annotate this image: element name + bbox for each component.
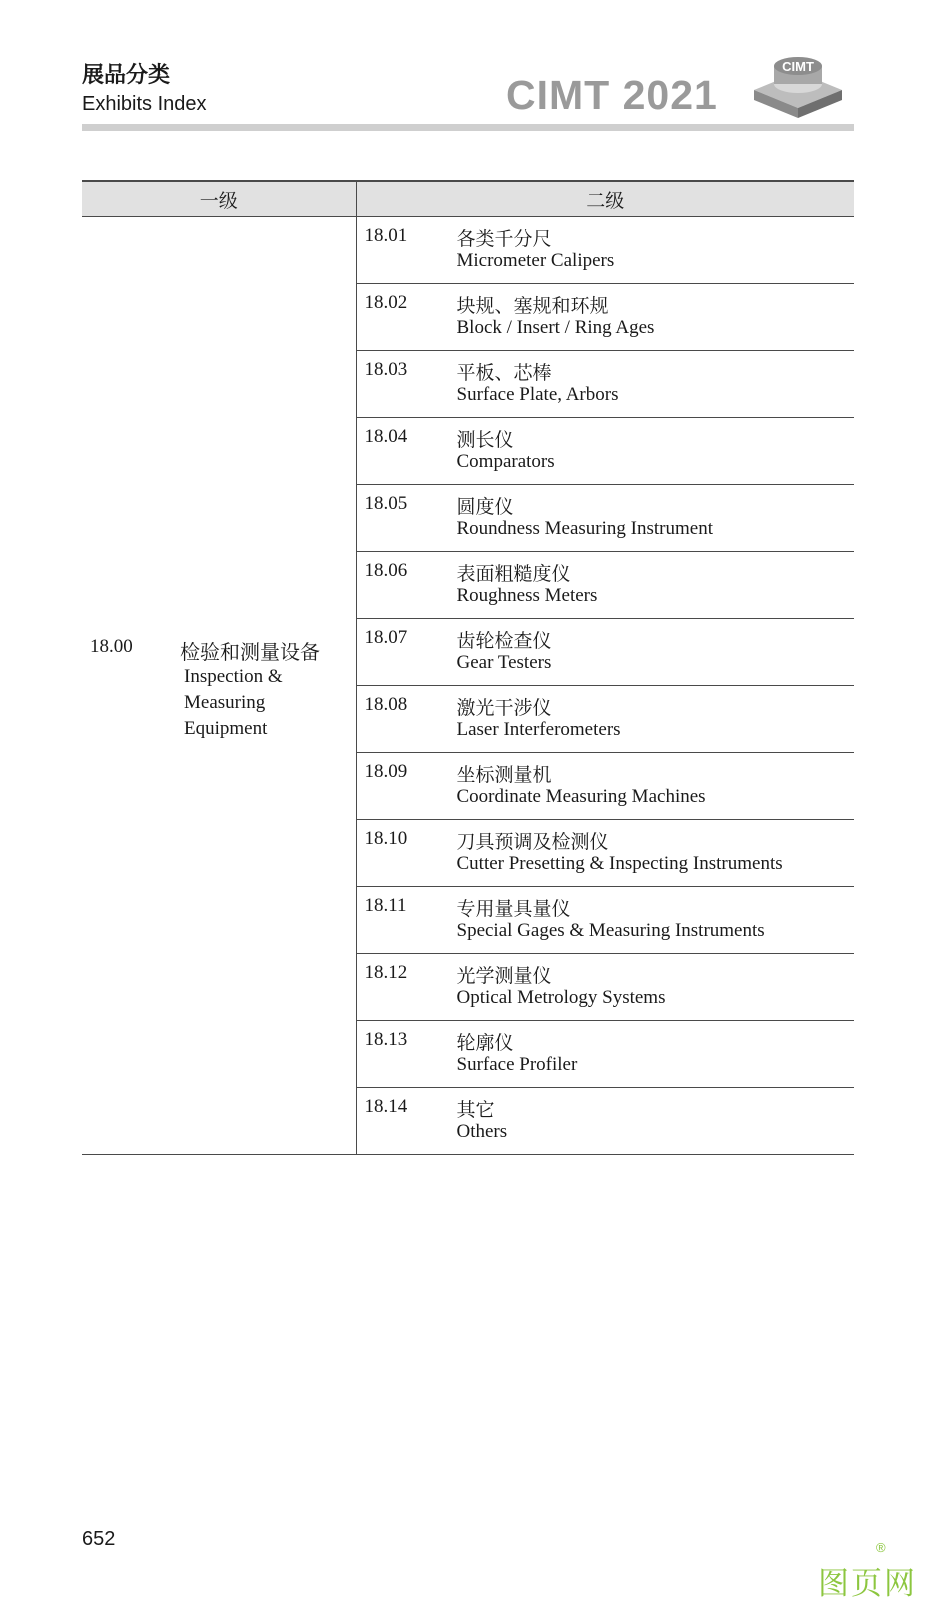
sub-code: 18.05 xyxy=(364,493,408,514)
sub-name-en: Surface Plate, Arbors xyxy=(456,384,619,405)
sub-name-en: Roughness Meters xyxy=(456,585,598,606)
sub-name-zh: 其它 xyxy=(456,1099,495,1121)
sub-name-zh: 刀具预调及检测仪 xyxy=(456,831,609,853)
level1-name-zh: 检验和测量设备 xyxy=(180,639,320,664)
sub-code: 18.06 xyxy=(364,560,408,581)
sub-code: 18.09 xyxy=(364,761,408,782)
logo-text: CIMT xyxy=(782,59,814,74)
sub-name-en: Coordinate Measuring Machines xyxy=(456,786,706,807)
sub-code: 18.11 xyxy=(364,895,407,916)
sub-name-zh: 坐标测量机 xyxy=(456,764,552,786)
cimt-logo xyxy=(752,54,844,120)
brand-title: CIMT 2021 xyxy=(506,72,718,118)
sub-category-cell xyxy=(356,753,854,820)
sub-name-zh: 圆度仪 xyxy=(456,496,514,518)
section-title-zh: 展品分类 xyxy=(82,63,171,88)
sub-name-zh: 激光干涉仪 xyxy=(456,697,552,719)
sub-category-cell xyxy=(356,284,854,351)
sub-code: 18.07 xyxy=(364,627,408,648)
sub-name-en: Optical Metrology Systems xyxy=(456,987,666,1008)
level1-name-en: Inspection & Measuring Equipment xyxy=(184,665,283,739)
sub-category-cell xyxy=(356,686,854,753)
level1-cell xyxy=(82,217,356,1155)
header-divider xyxy=(82,124,854,131)
watermark-logo: 图页网 xyxy=(818,1566,917,1602)
sub-name-zh: 光学测量仪 xyxy=(456,965,552,987)
sub-name-en: Micrometer Calipers xyxy=(456,250,615,271)
sub-code: 18.10 xyxy=(364,828,408,849)
sub-name-en: Block / Insert / Ring Ages xyxy=(456,317,655,338)
sub-name-en: Comparators xyxy=(456,451,555,472)
level1-code: 18.00 xyxy=(90,635,133,657)
sub-code: 18.12 xyxy=(364,962,408,983)
sub-name-en: Others xyxy=(456,1121,508,1142)
sub-category-cell xyxy=(356,418,854,485)
sub-name-zh: 测长仪 xyxy=(456,429,514,451)
sub-code: 18.04 xyxy=(364,426,408,447)
sub-category-cell xyxy=(356,619,854,686)
sub-name-en: Gear Testers xyxy=(456,652,552,673)
sub-code: 18.13 xyxy=(364,1029,408,1050)
sub-category-cell xyxy=(356,1088,854,1155)
exhibits-index-table xyxy=(82,180,854,1155)
column-header-level1: 一级 xyxy=(82,181,356,217)
sub-name-en: Roundness Measuring Instrument xyxy=(456,518,713,539)
registered-mark: ® xyxy=(876,1540,886,1555)
sub-name-zh: 块规、塞规和环规 xyxy=(456,295,609,317)
sub-code: 18.02 xyxy=(364,292,408,313)
sub-name-zh: 轮廓仪 xyxy=(456,1032,514,1054)
sub-code: 18.03 xyxy=(364,359,408,380)
sub-name-zh: 各类千分尺 xyxy=(456,228,552,250)
sub-name-zh: 专用量具量仪 xyxy=(456,898,571,920)
section-title-en: Exhibits Index xyxy=(82,93,207,115)
sub-category-cell xyxy=(356,351,854,418)
sub-name-en: Surface Profiler xyxy=(456,1054,578,1075)
sub-name-zh: 表面粗糙度仪 xyxy=(456,563,571,585)
sub-category-cell xyxy=(356,485,854,552)
sub-name-en: Laser Interferometers xyxy=(456,719,621,740)
sub-name-en: Cutter Presetting & Inspecting Instruments xyxy=(456,853,783,874)
column-header-level2: 二级 xyxy=(356,181,854,217)
sub-category-cell xyxy=(356,820,854,887)
sub-code: 18.01 xyxy=(364,225,408,246)
table-row xyxy=(82,217,854,284)
sub-name-zh: 平板、芯棒 xyxy=(456,362,552,384)
sub-category-cell xyxy=(356,954,854,1021)
sub-name-zh: 齿轮检查仪 xyxy=(456,630,552,652)
sub-code: 18.08 xyxy=(364,694,408,715)
sub-category-cell xyxy=(356,217,854,284)
sub-category-cell xyxy=(356,1021,854,1088)
page-number: 652 xyxy=(82,1528,116,1550)
sub-name-en: Special Gages & Measuring Instruments xyxy=(456,920,765,941)
sub-category-cell xyxy=(356,887,854,954)
sub-category-cell xyxy=(356,552,854,619)
table-header-row xyxy=(82,181,854,217)
sub-code: 18.14 xyxy=(364,1096,408,1117)
